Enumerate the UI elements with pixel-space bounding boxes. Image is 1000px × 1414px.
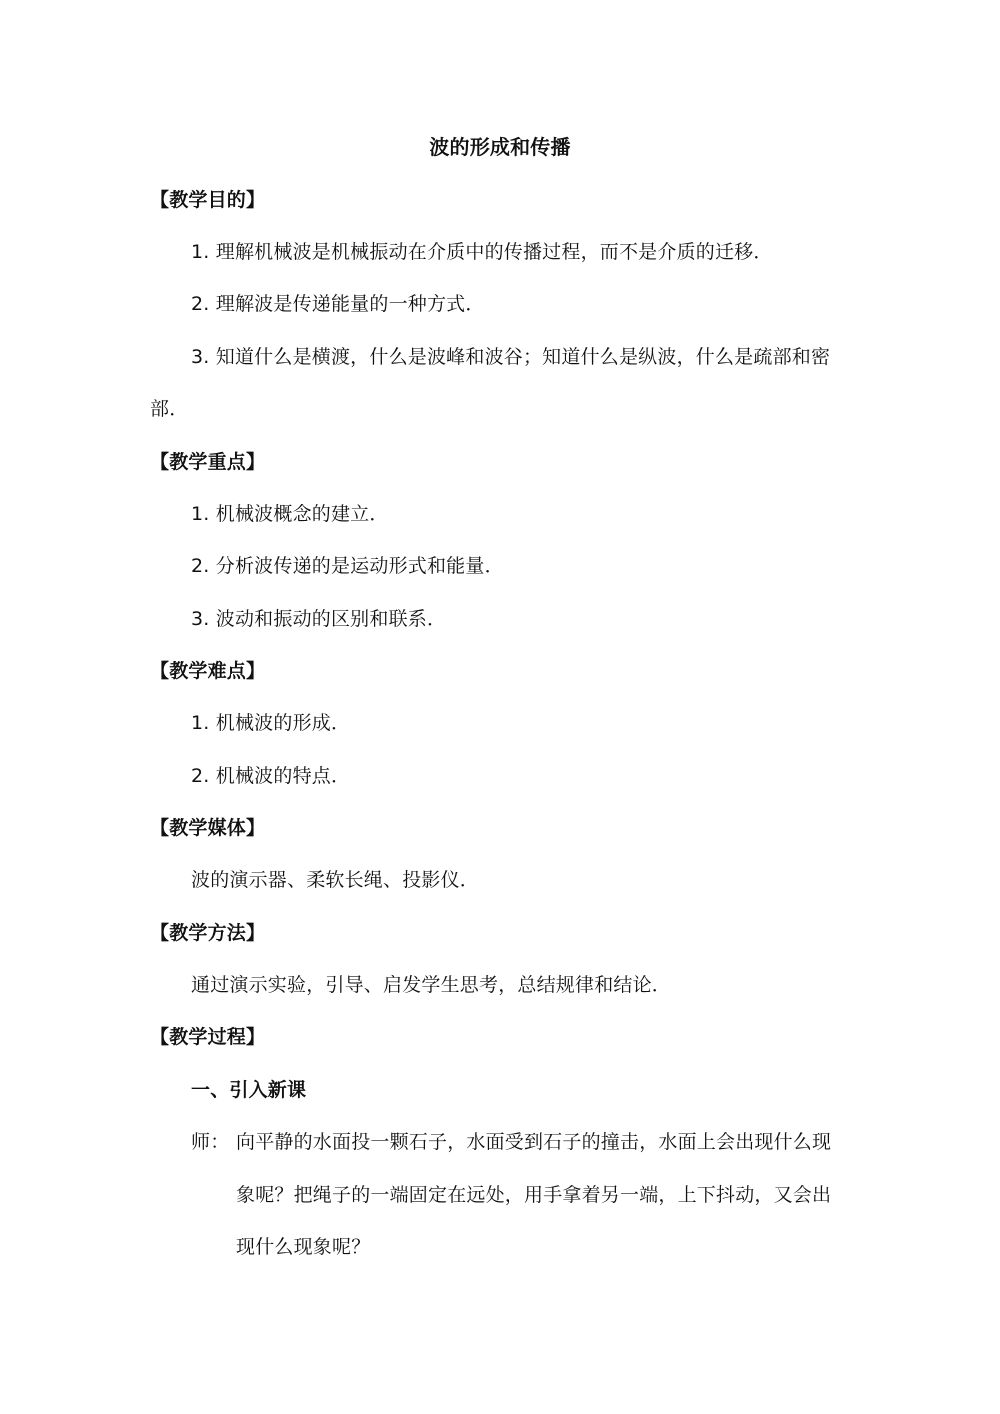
- difficulty-item: 1. 机械波的形成．: [191, 712, 351, 734]
- objectives-heading: 【教学目的】: [150, 189, 266, 211]
- key-point-item: 3. 波动和振动的区别和联系．: [191, 608, 447, 630]
- key-point-item: 1. 机械波概念的建立．: [191, 503, 389, 525]
- dialogue-speaker: 师：: [191, 1131, 230, 1153]
- difficulties-heading: 【教学难点】: [150, 660, 266, 682]
- key-points-heading: 【教学重点】: [150, 451, 266, 473]
- media-text: 波的演示器、柔软长绳、投影仪．: [191, 869, 480, 891]
- media-heading: 【教学媒体】: [150, 817, 266, 839]
- objective-item-continuation: 部．: [150, 398, 189, 420]
- method-text: 通过演示实验，引导、启发学生思考，总结规律和结论．: [191, 974, 672, 996]
- dialogue-line: 象呢？把绳子的一端固定在远处，用手拿着另一端，上下抖动，又会出: [236, 1184, 832, 1206]
- document-title: 波的形成和传播: [429, 135, 571, 159]
- objective-item: 1. 理解机械波是机械振动在介质中的传播过程，而不是介质的迁移．: [191, 241, 773, 263]
- method-heading: 【教学方法】: [150, 922, 266, 944]
- difficulty-item: 2. 机械波的特点．: [191, 765, 351, 787]
- objective-item: 2. 理解波是传递能量的一种方式．: [191, 293, 485, 315]
- process-heading: 【教学过程】: [150, 1026, 266, 1048]
- dialogue-line: 现什么现象呢？: [236, 1236, 371, 1258]
- dialogue-line: 向平静的水面投一颗石子，水面受到石子的撞击，水面上会出现什么现: [236, 1131, 832, 1153]
- section-heading: 一、引入新课: [191, 1079, 307, 1101]
- objective-item: 3. 知道什么是横渡，什么是波峰和波谷；知道什么是纵波，什么是疏部和密: [191, 346, 831, 368]
- key-point-item: 2. 分析波传递的是运动形式和能量．: [191, 555, 504, 577]
